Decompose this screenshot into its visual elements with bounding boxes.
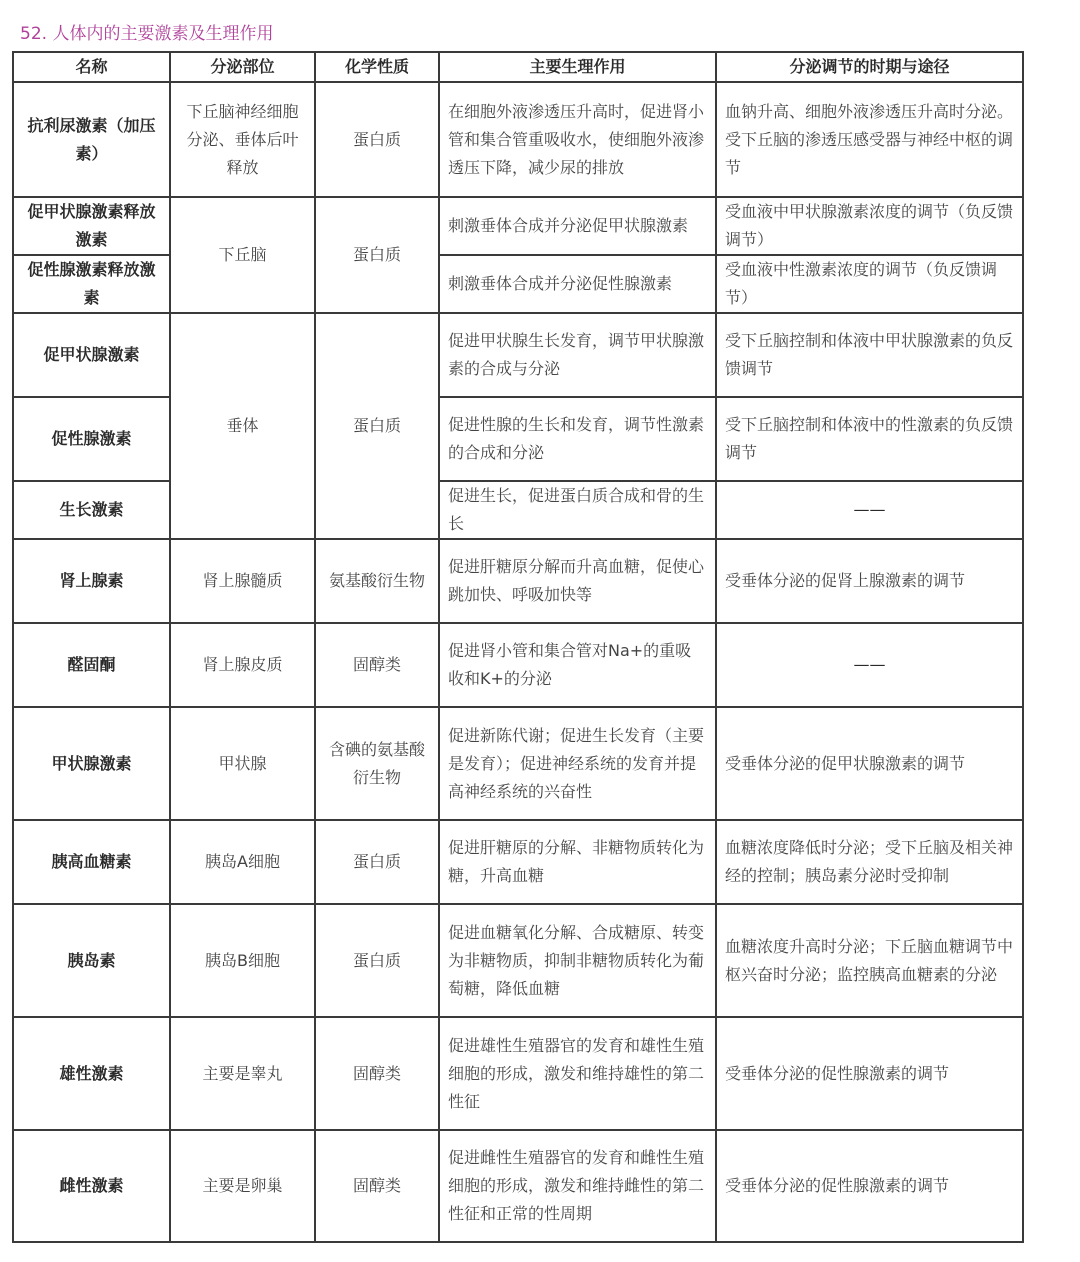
main-function: 促进甲状腺生长发育，调节甲状腺激素的合成与分泌 <box>439 313 716 397</box>
secretion-site: 垂体 <box>170 313 315 539</box>
secretion-site: 肾上腺皮质 <box>170 623 315 707</box>
table-row <box>13 197 1023 255</box>
header-row <box>13 52 1023 82</box>
main-function: 促进雌性生殖器官的发育和雌性生殖细胞的形成，激发和维持雌性的第二性征和正常的性周期 <box>439 1130 716 1242</box>
chemical-nature: 含碘的氨基酸衍生物 <box>315 707 439 820</box>
regulation: 受垂体分泌的促肾上腺激素的调节 <box>716 539 1023 623</box>
chemical-nature: 蛋白质 <box>315 197 439 313</box>
regulation: 血糖浓度降低时分泌；受下丘脑及相关神经的控制；胰岛素分泌时受抑制 <box>716 820 1023 904</box>
header-chem: 化学性质 <box>315 52 439 82</box>
table-row <box>13 255 1023 313</box>
main-function: 刺激垂体合成并分泌促甲状腺激素 <box>439 197 716 255</box>
main-function: 促进性腺的生长和发育，调节性激素的合成和分泌 <box>439 397 716 481</box>
regulation: 受血液中性激素浓度的调节（负反馈调节） <box>716 255 1023 313</box>
main-function: 促进新陈代谢；促进生长发育（主要是发育）；促进神经系统的发育并提高神经系统的兴奋性 <box>439 707 716 820</box>
regulation: 受下丘脑控制和体液中的性激素的负反馈调节 <box>716 397 1023 481</box>
secretion-site: 下丘脑 <box>170 197 315 313</box>
regulation: 受下丘脑控制和体液中甲状腺激素的负反馈调节 <box>716 313 1023 397</box>
regulation: 受垂体分泌的促甲状腺激素的调节 <box>716 707 1023 820</box>
table-row <box>13 397 1023 481</box>
secretion-site: 下丘脑神经细胞分泌、垂体后叶释放 <box>170 82 315 197</box>
hormone-name: 生长激素 <box>13 481 170 539</box>
chemical-nature: 固醇类 <box>315 1130 439 1242</box>
table-row <box>13 820 1023 904</box>
table-row <box>13 82 1023 197</box>
regulation: 受垂体分泌的促性腺激素的调节 <box>716 1017 1023 1130</box>
hormone-name: 甲状腺激素 <box>13 707 170 820</box>
main-function: 促进肾小管和集合管对Na+的重吸收和K+的分泌 <box>439 623 716 707</box>
hormone-name: 胰岛素 <box>13 904 170 1017</box>
chemical-nature: 蛋白质 <box>315 904 439 1017</box>
main-function: 刺激垂体合成并分泌促性腺激素 <box>439 255 716 313</box>
regulation: 血糖浓度升高时分泌；下丘脑血糖调节中枢兴奋时分泌；监控胰高血糖素的分泌 <box>716 904 1023 1017</box>
hormone-name: 促甲状腺激素释放激素 <box>13 197 170 255</box>
regulation: —— <box>716 481 1023 539</box>
table-row <box>13 1130 1023 1242</box>
header-regulation: 分泌调节的时期与途径 <box>716 52 1023 82</box>
table-row <box>13 904 1023 1017</box>
chemical-nature: 氨基酸衍生物 <box>315 539 439 623</box>
regulation: 受血液中甲状腺激素浓度的调节（负反馈调节） <box>716 197 1023 255</box>
chemical-nature: 蛋白质 <box>315 82 439 197</box>
hormone-name: 抗利尿激素（加压素） <box>13 82 170 197</box>
header-site: 分泌部位 <box>170 52 315 82</box>
header-function: 主要生理作用 <box>439 52 716 82</box>
hormone-name: 促性腺激素 <box>13 397 170 481</box>
main-function: 促进肝糖原分解而升高血糖，促使心跳加快、呼吸加快等 <box>439 539 716 623</box>
chemical-nature: 固醇类 <box>315 1017 439 1130</box>
hormone-name: 雄性激素 <box>13 1017 170 1130</box>
main-function: 促进肝糖原的分解、非糖物质转化为糖，升高血糖 <box>439 820 716 904</box>
hormone-table <box>12 51 1024 1243</box>
table-row <box>13 539 1023 623</box>
table-row <box>13 623 1023 707</box>
main-function: 促进雄性生殖器官的发育和雄性生殖细胞的形成，激发和维持雄性的第二性征 <box>439 1017 716 1130</box>
secretion-site: 甲状腺 <box>170 707 315 820</box>
secretion-site: 胰岛B细胞 <box>170 904 315 1017</box>
hormone-name: 胰高血糖素 <box>13 820 170 904</box>
table-row <box>13 313 1023 397</box>
hormone-name: 促性腺激素释放激素 <box>13 255 170 313</box>
header-name: 名称 <box>13 52 170 82</box>
hormone-name: 醛固酮 <box>13 623 170 707</box>
hormone-name: 促甲状腺激素 <box>13 313 170 397</box>
secretion-site: 主要是睾丸 <box>170 1017 315 1130</box>
chemical-nature: 蛋白质 <box>315 820 439 904</box>
main-function: 促进生长，促进蛋白质合成和骨的生长 <box>439 481 716 539</box>
chemical-nature: 蛋白质 <box>315 313 439 539</box>
chemical-nature: 固醇类 <box>315 623 439 707</box>
secretion-site: 主要是卵巢 <box>170 1130 315 1242</box>
hormone-name: 肾上腺素 <box>13 539 170 623</box>
page-title: 52. 人体内的主要激素及生理作用 <box>20 24 274 44</box>
table-row <box>13 707 1023 820</box>
regulation: 血钠升高、细胞外液渗透压升高时分泌。受下丘脑的渗透压感受器与神经中枢的调节 <box>716 82 1023 197</box>
hormone-name: 雌性激素 <box>13 1130 170 1242</box>
secretion-site: 胰岛A细胞 <box>170 820 315 904</box>
main-function: 在细胞外液渗透压升高时，促进肾小管和集合管重吸收水，使细胞外液渗透压下降，减少尿的排放 <box>439 82 716 197</box>
table-row <box>13 1017 1023 1130</box>
secretion-site: 肾上腺髓质 <box>170 539 315 623</box>
regulation: —— <box>716 623 1023 707</box>
table-row <box>13 481 1023 539</box>
main-function: 促进血糖氧化分解、合成糖原、转变为非糖物质，抑制非糖物质转化为葡萄糖，降低血糖 <box>439 904 716 1017</box>
regulation: 受垂体分泌的促性腺激素的调节 <box>716 1130 1023 1242</box>
